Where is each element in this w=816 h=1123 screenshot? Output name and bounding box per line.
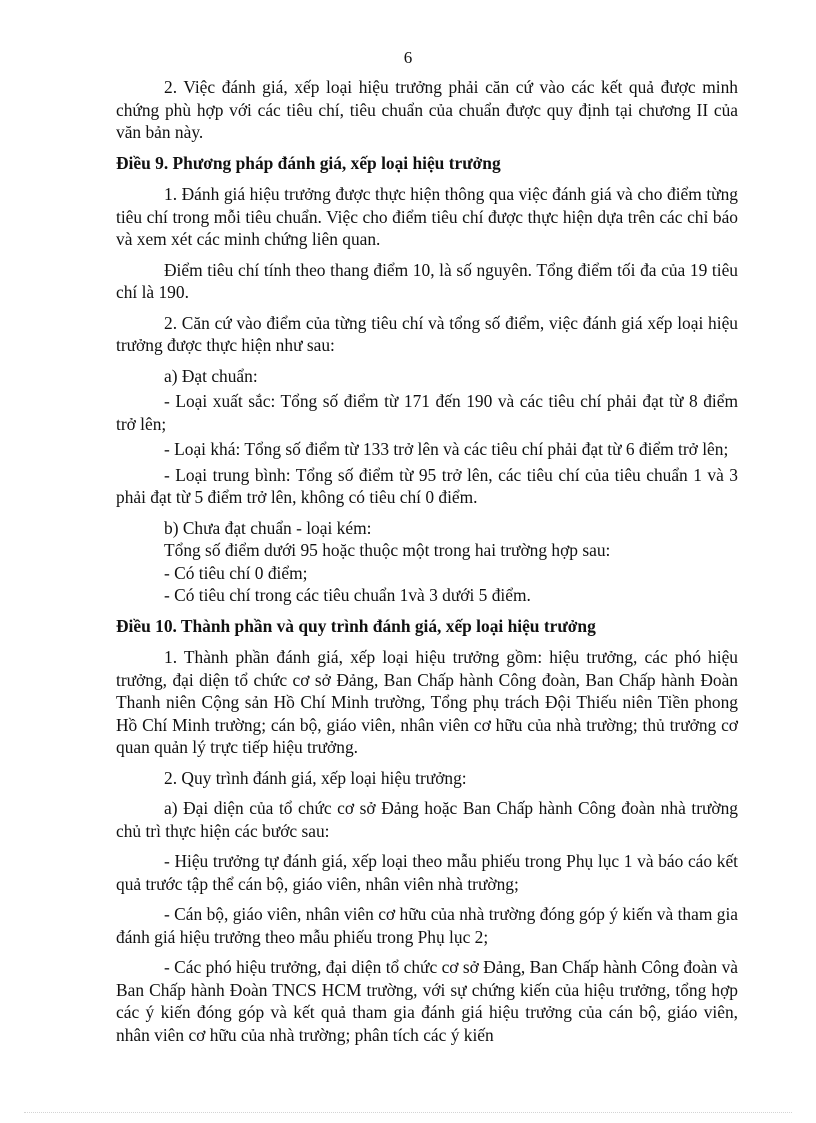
- article-10-heading: Điều 10. Thành phần và quy trình đánh giá, xếp loại hiệu trưởng: [116, 615, 596, 636]
- list-heading-below-standard: b) Chưa đạt chuẩn - loại kém:: [164, 517, 372, 538]
- paragraph-below-standard-cases: Tổng số điểm dưới 95 hoặc thuộc một trong hai trường hợp sau:: [164, 540, 611, 560]
- list-item-good: - Loại khá: Tổng số điểm từ 133 trở lên và các tiêu chí phải đạt từ 6 điểm trở lên;: [164, 439, 729, 459]
- list-item-excellent: - Loại xuất sắc: Tổng số điểm từ 171 đến 190 và các tiêu chí phải đạt từ 8 điểm trở lên;: [116, 391, 738, 434]
- paragraph-assessment-basis: 2. Việc đánh giá, xếp loại hiệu trưởng phải căn cứ vào các kết quả được minh chứng phù hợp với các tiêu chí, tiêu chuẩn của chuẩn được quy định tại chương II của văn bản này.: [116, 77, 738, 142]
- list-item-under-five: - Có tiêu chí trong các tiêu chuẩn 1và 3 dưới 5 điểm.: [164, 585, 531, 605]
- paragraph-assessment-members: 1. Thành phần đánh giá, xếp loại hiệu trưởng gồm: hiệu trưởng, các phó hiệu trưởng, đại diện tổ chức cơ sở Đảng, Ban Chấp hành Công đoàn, Ban Chấp hành Đoàn Thanh niên Cộng sản Hồ Chí Minh trường, Tổng phụ trách Đội Thiếu niên Tiền phong Hồ Chí Minh trường; cán bộ, giáo viên, nhân viên cơ hữu của nhà trường; thủ trưởng cơ quan quản lý trực tiếp hiệu trưởng.: [116, 647, 738, 757]
- list-item-synthesis: - Các phó hiệu trưởng, đại diện tổ chức cơ sở Đảng, Ban Chấp hành Công đoàn và Ban Chấp hành Đoàn TNCS HCM trường, với sự chứng kiến của hiệu trưởng, tổng hợp các ý kiến đóng góp và kết quả tham gia đánh giá hiệu trưởng của cán bộ, giáo viên, nhân viên cơ hữu của nhà trường; phân tích các ý kiến: [116, 957, 738, 1045]
- paragraph-classification-intro: 2. Căn cứ vào điểm của từng tiêu chí và tổng số điểm, việc đánh giá xếp loại hiệu trưởng được thực hiện như sau:: [116, 312, 738, 355]
- page-number: 6: [403, 48, 413, 67]
- page-bottom-divider: [24, 1112, 792, 1113]
- list-item-zero-score: - Có tiêu chí 0 điểm;: [164, 562, 308, 583]
- document-body: [116, 76, 738, 1054]
- list-heading-meets-standard: a) Đạt chuẩn:: [164, 365, 258, 386]
- paragraph-procedure-steps: a) Đại diện của tổ chức cơ sở Đảng hoặc Ban Chấp hành Công đoàn nhà trường chủ trì thực hiện các bước sau:: [116, 798, 738, 841]
- article-9-heading: Điều 9. Phương pháp đánh giá, xếp loại hiệu trưởng: [116, 152, 501, 173]
- paragraph-scoring-method: 1. Đánh giá hiệu trưởng được thực hiện thông qua việc đánh giá và cho điểm từng tiêu chí trong mỗi tiêu chuẩn. Việc cho điểm tiêu chí được thực hiện dựa trên các chỉ báo và xem xét các minh chứng liên quan.: [116, 184, 738, 249]
- list-item-staff-feedback: - Cán bộ, giáo viên, nhân viên cơ hữu của nhà trường đóng góp ý kiến và tham gia đánh giá hiệu trưởng theo mẫu phiếu trong Phụ lục 2;: [116, 904, 738, 947]
- list-item-average: - Loại trung bình: Tổng số điểm từ 95 trở lên, các tiêu chí của tiêu chuẩn 1 và 3 phải đạt từ 5 điểm trở lên, không có tiêu chí 0 điểm.: [116, 464, 738, 507]
- paragraph-score-scale: Điểm tiêu chí tính theo thang điểm 10, là số nguyên. Tổng điểm tối đa của 19 tiêu chí là 190.: [116, 259, 738, 302]
- list-item-self-assessment: - Hiệu trưởng tự đánh giá, xếp loại theo mẫu phiếu trong Phụ lục 1 và báo cáo kết quả trước tập thể cán bộ, giáo viên, nhân viên nhà trường;: [116, 851, 738, 894]
- paragraph-procedure-intro: 2. Quy trình đánh giá, xếp loại hiệu trưởng:: [164, 767, 467, 788]
